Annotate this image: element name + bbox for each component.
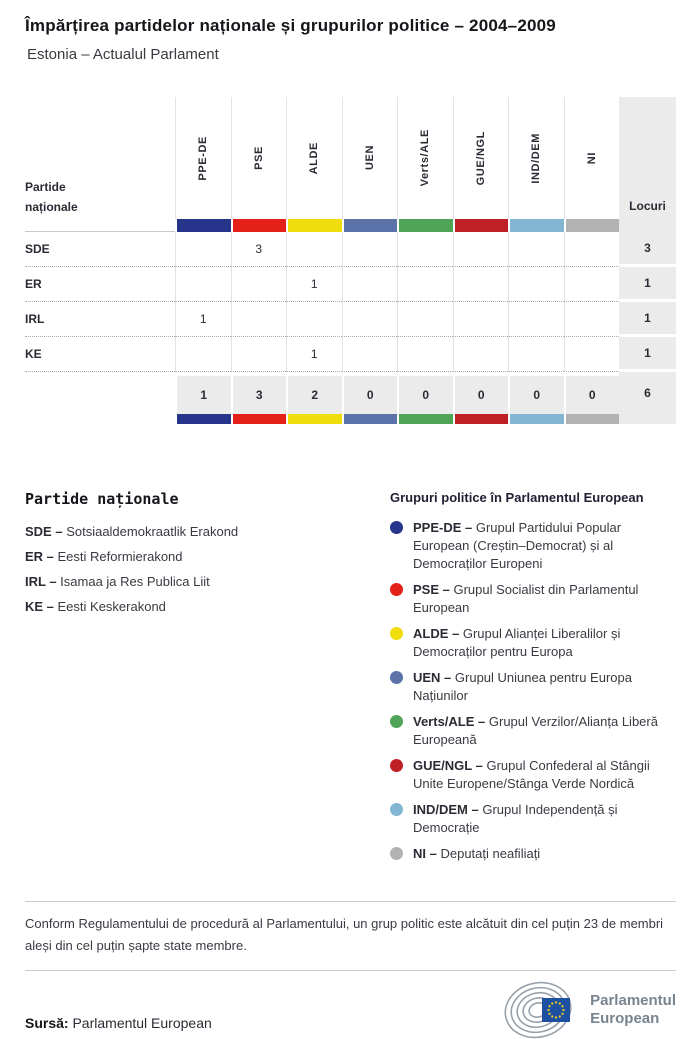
column-header-IND/DEM: IND/DEM: [508, 97, 564, 219]
seat-cell-ER-IND/DEM: [508, 267, 564, 302]
party-row-label: KE: [25, 337, 175, 372]
group-color-bar-bottom-GUE/NGL: [453, 414, 509, 424]
seat-cell-SDE-Verts/ALE: [397, 232, 453, 267]
seat-cell-ER-PPE-DE: [175, 267, 231, 302]
group-color-bar-bottom-PPE-DE: [175, 414, 231, 424]
group-legend-text: PPE-DE – Grupul Partidului Popular European (Creștin–Democrat) și al Democraților Europeni: [413, 520, 622, 571]
page-subtitle: Estonia – Actualul Parlament: [27, 46, 219, 63]
party-legend-item-ER: ER – Eesti Reformierakond: [25, 549, 183, 564]
european-parliament-logo: [500, 981, 676, 1039]
group-legend-item-ALDE: [390, 625, 676, 661]
seat-cell-ER-PSE: [231, 267, 287, 302]
party-legend-item-KE: KE – Eesti Keskerakond: [25, 599, 166, 614]
row-total-SDE: 3: [619, 232, 676, 267]
seat-cell-KE-NI: [564, 337, 620, 372]
group-color-dot-IND/DEM: [390, 803, 403, 816]
group-legend-text: IND/DEM – Grupul Independență și Democrație: [413, 802, 618, 835]
seat-cell-ER-GUE/NGL: [453, 267, 509, 302]
group-legend-item-Verts/ALE: [390, 713, 676, 749]
source-value: Parlamentul European: [72, 1015, 212, 1031]
group-color-bar-bottom-NI: [564, 414, 620, 424]
group-legend-text: GUE/NGL – Grupul Confederal al Stângii Unite Europene/Stânga Verde Nordică: [413, 758, 650, 791]
group-legend-item-IND/DEM: [390, 801, 676, 837]
row-total-ER: 1: [619, 267, 676, 302]
national-parties-legend: [25, 490, 390, 871]
grand-total: 6: [619, 372, 676, 414]
seats-column-header: Locuri: [619, 97, 676, 219]
row-total-IRL: 1: [619, 302, 676, 337]
group-color-bar-IND/DEM: [508, 219, 564, 232]
page-title: Împărțirea partidelor naționale și grupurilor politice – 2004–2009: [25, 16, 556, 35]
column-total-IND/DEM: 0: [508, 372, 564, 414]
political-groups-legend: [390, 490, 676, 871]
seat-cell-IRL-IND/DEM: [508, 302, 564, 337]
seat-cell-KE-IND/DEM: [508, 337, 564, 372]
seats-table: [25, 97, 676, 424]
seat-cell-ER-NI: [564, 267, 620, 302]
column-header-NI: NI: [564, 97, 620, 219]
group-color-bar-PSE: [231, 219, 287, 232]
seat-cell-IRL-GUE/NGL: [453, 302, 509, 337]
logo-wordmark: [590, 992, 676, 1028]
national-parties-legend-title: Partide naționale: [25, 490, 179, 508]
group-color-bar-bottom-ALDE: [286, 414, 342, 424]
row-header-label: Partide naționale: [25, 180, 78, 214]
party-legend-item-IRL: IRL – Isamaa ja Res Publica Liit: [25, 574, 210, 589]
party-legend-item-SDE: SDE – Sotsiaaldemokraatlik Erakond: [25, 524, 239, 539]
bottom-strip-spacer: [25, 414, 175, 424]
seat-cell-KE-Verts/ALE: [397, 337, 453, 372]
party-row-label: IRL: [25, 302, 175, 337]
column-total-PPE-DE: 1: [175, 372, 231, 414]
column-total-UEN: 0: [342, 372, 398, 414]
party-row-label: SDE: [25, 232, 175, 267]
seat-cell-SDE-UEN: [342, 232, 398, 267]
group-legend-item-GUE/NGL: [390, 757, 676, 793]
group-color-dot-Verts/ALE: [390, 715, 403, 728]
hemicycle-eu-flag-icon: [500, 981, 582, 1039]
seat-cell-SDE-ALDE: [286, 232, 342, 267]
political-groups-legend-list: [390, 519, 676, 863]
group-color-bar-bottom-PSE: [231, 414, 287, 424]
seats-strip: [619, 219, 676, 232]
column-total-NI: 0: [564, 372, 620, 414]
source-line: [25, 1015, 212, 1031]
group-color-bar-bottom-UEN: [342, 414, 398, 424]
seat-cell-KE-ALDE: 1: [286, 337, 342, 372]
legend-section: [25, 490, 676, 871]
seat-cell-IRL-Verts/ALE: [397, 302, 453, 337]
row-total-KE: 1: [619, 337, 676, 372]
seat-cell-KE-PPE-DE: [175, 337, 231, 372]
column-header-Verts/ALE: Verts/ALE: [397, 97, 453, 219]
seat-cell-KE-UEN: [342, 337, 398, 372]
seat-cell-ER-Verts/ALE: [397, 267, 453, 302]
column-total-PSE: 3: [231, 372, 287, 414]
seat-cell-SDE-PPE-DE: [175, 232, 231, 267]
seat-cell-SDE-PSE: 3: [231, 232, 287, 267]
group-color-bar-bottom-Verts/ALE: [397, 414, 453, 424]
footer: [25, 981, 676, 1039]
totals-row-spacer: [25, 372, 175, 414]
column-total-GUE/NGL: 0: [453, 372, 509, 414]
seat-cell-SDE-IND/DEM: [508, 232, 564, 267]
seat-cell-IRL-NI: [564, 302, 620, 337]
column-total-ALDE: 2: [286, 372, 342, 414]
footnote-divider-bottom: [25, 970, 676, 971]
group-color-bar-GUE/NGL: [453, 219, 509, 232]
column-header-GUE/NGL: GUE/NGL: [453, 97, 509, 219]
group-legend-text: PSE – Grupul Socialist din Parlamentul European: [413, 582, 639, 615]
group-color-dot-PSE: [390, 583, 403, 596]
seat-cell-KE-PSE: [231, 337, 287, 372]
political-groups-legend-title: Grupuri politice în Parlamentul European: [390, 490, 644, 505]
column-header-ALDE: ALDE: [286, 97, 342, 219]
group-color-dot-ALDE: [390, 627, 403, 640]
group-legend-item-PPE-DE: [390, 519, 676, 573]
group-color-bar-UEN: [342, 219, 398, 232]
logo-line1: Parlamentul: [590, 992, 676, 1009]
seat-cell-SDE-NI: [564, 232, 620, 267]
group-legend-item-UEN: [390, 669, 676, 705]
group-color-bar-PPE-DE: [175, 219, 231, 232]
header-underline: [25, 219, 175, 232]
seat-cell-SDE-GUE/NGL: [453, 232, 509, 267]
group-legend-item-NI: [390, 845, 676, 863]
party-row-label: ER: [25, 267, 175, 302]
seat-cell-KE-GUE/NGL: [453, 337, 509, 372]
group-legend-item-PSE: [390, 581, 676, 617]
national-parties-legend-list: [25, 524, 390, 615]
footnote-divider-top: [25, 901, 676, 902]
group-color-dot-GUE/NGL: [390, 759, 403, 772]
seat-cell-ER-UEN: [342, 267, 398, 302]
source-label: Sursă:: [25, 1015, 69, 1031]
group-color-dot-NI: [390, 847, 403, 860]
column-header-UEN: UEN: [342, 97, 398, 219]
group-legend-text: Verts/ALE – Grupul Verzilor/Alianța Liberă Europeană: [413, 714, 658, 747]
logo-line2: European: [590, 1010, 660, 1027]
group-legend-text: ALDE – Grupul Alianței Liberalilor și Democraților pentru Europa: [413, 626, 621, 659]
seat-cell-IRL-UEN: [342, 302, 398, 337]
footnote-text: Conform Regulamentului de procedură al Parlamentului, un grup politic este alcătuit din cel puțin 23 de membri aleși din cel puțin șapte state membre.: [25, 916, 664, 953]
seat-cell-IRL-PSE: [231, 302, 287, 337]
group-legend-text: UEN – Grupul Uniunea pentru Europa Națiunilor: [413, 670, 632, 703]
seat-cell-ER-ALDE: 1: [286, 267, 342, 302]
group-color-dot-UEN: [390, 671, 403, 684]
column-header-PSE: PSE: [231, 97, 287, 219]
group-color-bar-Verts/ALE: [397, 219, 453, 232]
group-color-dot-PPE-DE: [390, 521, 403, 534]
group-legend-text: NI – Deputați neafiliați: [413, 846, 541, 861]
column-header-PPE-DE: PPE-DE: [175, 97, 231, 219]
group-color-bar-NI: [564, 219, 620, 232]
group-color-bar-ALDE: [286, 219, 342, 232]
group-color-bar-bottom-IND/DEM: [508, 414, 564, 424]
seat-cell-IRL-PPE-DE: 1: [175, 302, 231, 337]
column-total-Verts/ALE: 0: [397, 372, 453, 414]
seats-strip-bottom: [619, 414, 676, 424]
seat-cell-IRL-ALDE: [286, 302, 342, 337]
